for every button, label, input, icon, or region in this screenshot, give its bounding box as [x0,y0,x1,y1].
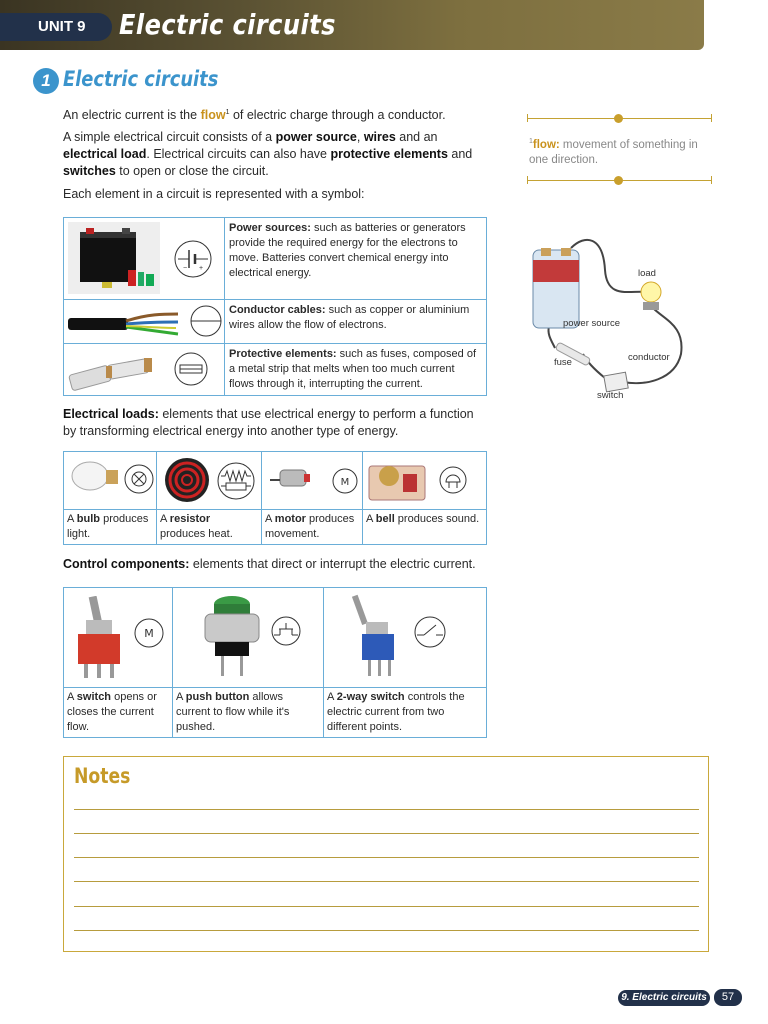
footnote-tick [711,114,712,122]
motor-caption: A motor produces movement. [262,510,363,545]
cable-photo [68,308,180,338]
notes-line[interactable] [74,930,699,931]
footnote-tick [711,176,712,184]
conductor-cables-description: Conductor cables: such as copper or aluminium wires allow the flow of electrons. [225,300,487,344]
bulb-image-cell [64,452,157,510]
diagram-label-power-source: power source [563,318,621,329]
push-button-image-cell [173,588,324,688]
intro-paragraph-3: Each element in a circuit is represented with a symbol: [63,187,365,201]
fuse-cell [64,344,225,396]
flow-term[interactable]: flow [200,108,226,123]
diagram-label-switch: switch [597,390,624,401]
table-row [64,510,487,545]
footnote-tick [527,176,528,184]
footer-chapter: 9. Electric circuits [618,990,710,1006]
switch-drawing [604,372,628,392]
table-row [64,688,487,738]
elements-table [63,217,487,396]
cable-cell [64,300,225,344]
loads-intro: Electrical loads: elements that use electrical energy to perform a function by transforming electrical energy into another type of energy. [63,407,474,438]
two-way-switch-photo [352,594,408,682]
table-row [64,588,487,688]
protective-elements-description: Protective elements: such as fuses, composed of a metal strip that melts when too much current flows through it, interrupting the current. [225,344,487,396]
conductor-symbol-icon [190,305,222,337]
fuse-symbol-icon [174,352,208,386]
diagram-label-load: load [638,268,656,279]
svg-text:+: + [199,265,204,272]
table-row [64,452,487,510]
push-button-photo [199,594,265,682]
motor-photo [270,464,314,494]
switch-symbol-letter: M [144,627,154,640]
notes-line[interactable] [74,857,699,858]
intro-paragraph-1: An electric current is the flow$^1$ of electric charge through a conductor. [63,108,446,123]
bell-symbol-icon [439,466,467,494]
table-row [64,344,487,396]
bulb-symbol-icon [124,464,154,494]
bulb-drawing [641,282,661,302]
notes-line[interactable] [74,833,699,834]
table-row [64,300,487,344]
power-sources-description: Power sources: such as batteries or generators provide the required energy for the electrons to move. Batteries convert chemical energy into electrical energy. [225,218,487,300]
footnote-dot [614,176,623,185]
footnote-dot [614,114,623,123]
resistor-image-cell [157,452,262,510]
bell-image-cell [363,452,487,510]
two-way-switch-caption: A 2-way switch controls the electric current from two different points. [324,688,487,738]
switch-image-cell [64,588,173,688]
bell-caption: A bell produces sound. [363,510,487,545]
bulb-caption: A bulb produces light. [64,510,157,545]
motor-symbol-letter: M [340,477,350,488]
motor-symbol-icon [332,468,358,494]
motor-image-cell [262,452,363,510]
resistor-caption: A resistor produces heat. [157,510,262,545]
footnote-tick [527,114,528,122]
switch-symbol-icon [134,618,164,648]
control-table [63,587,487,738]
section-title: Electric circuits [63,67,219,91]
loads-table [63,451,487,545]
notes-line[interactable] [74,906,699,907]
bell-photo [367,456,427,504]
diagram-label-fuse: fuse [554,357,572,368]
switch-caption: A switch opens or closes the current flow. [64,688,173,738]
two-way-switch-symbol-icon [414,616,446,648]
fuse-photo [68,348,170,392]
control-intro: Control components: elements that direct or interrupt the electric current. [63,557,476,571]
section-number: 1 [33,68,59,94]
notes-line[interactable] [74,809,699,810]
unit-tag: UNIT 9 [0,13,112,41]
battery-symbol-icon [174,240,212,278]
footnote-text: $^1$flow: movement of something in one direction. [529,138,698,166]
intro-paragraph-2: A simple electrical circuit consists of a power source, wires and an electrical load. Electrical circuits can also have protective elements and switches to open or close the circuit. [63,130,473,178]
push-button-caption: A push button allows current to flow while it's pushed. [173,688,324,738]
page-number: 57 [714,989,742,1006]
table-row [64,218,487,300]
diagram-label-conductor: conductor [628,352,670,363]
bulb-photo [68,458,122,498]
resistor-symbol-icon [217,462,255,500]
svg-text:−: − [183,265,188,272]
battery-cell [64,218,225,300]
notes-box [63,756,709,952]
battery-photo [68,222,160,294]
unit-title: Electric circuits [119,8,336,41]
notes-title: Notes [74,764,131,788]
notes-line[interactable] [74,881,699,882]
resistor-photo [159,456,215,504]
push-button-symbol-icon [271,616,301,646]
switch-photo [72,596,128,682]
two-way-switch-image-cell [324,588,487,688]
